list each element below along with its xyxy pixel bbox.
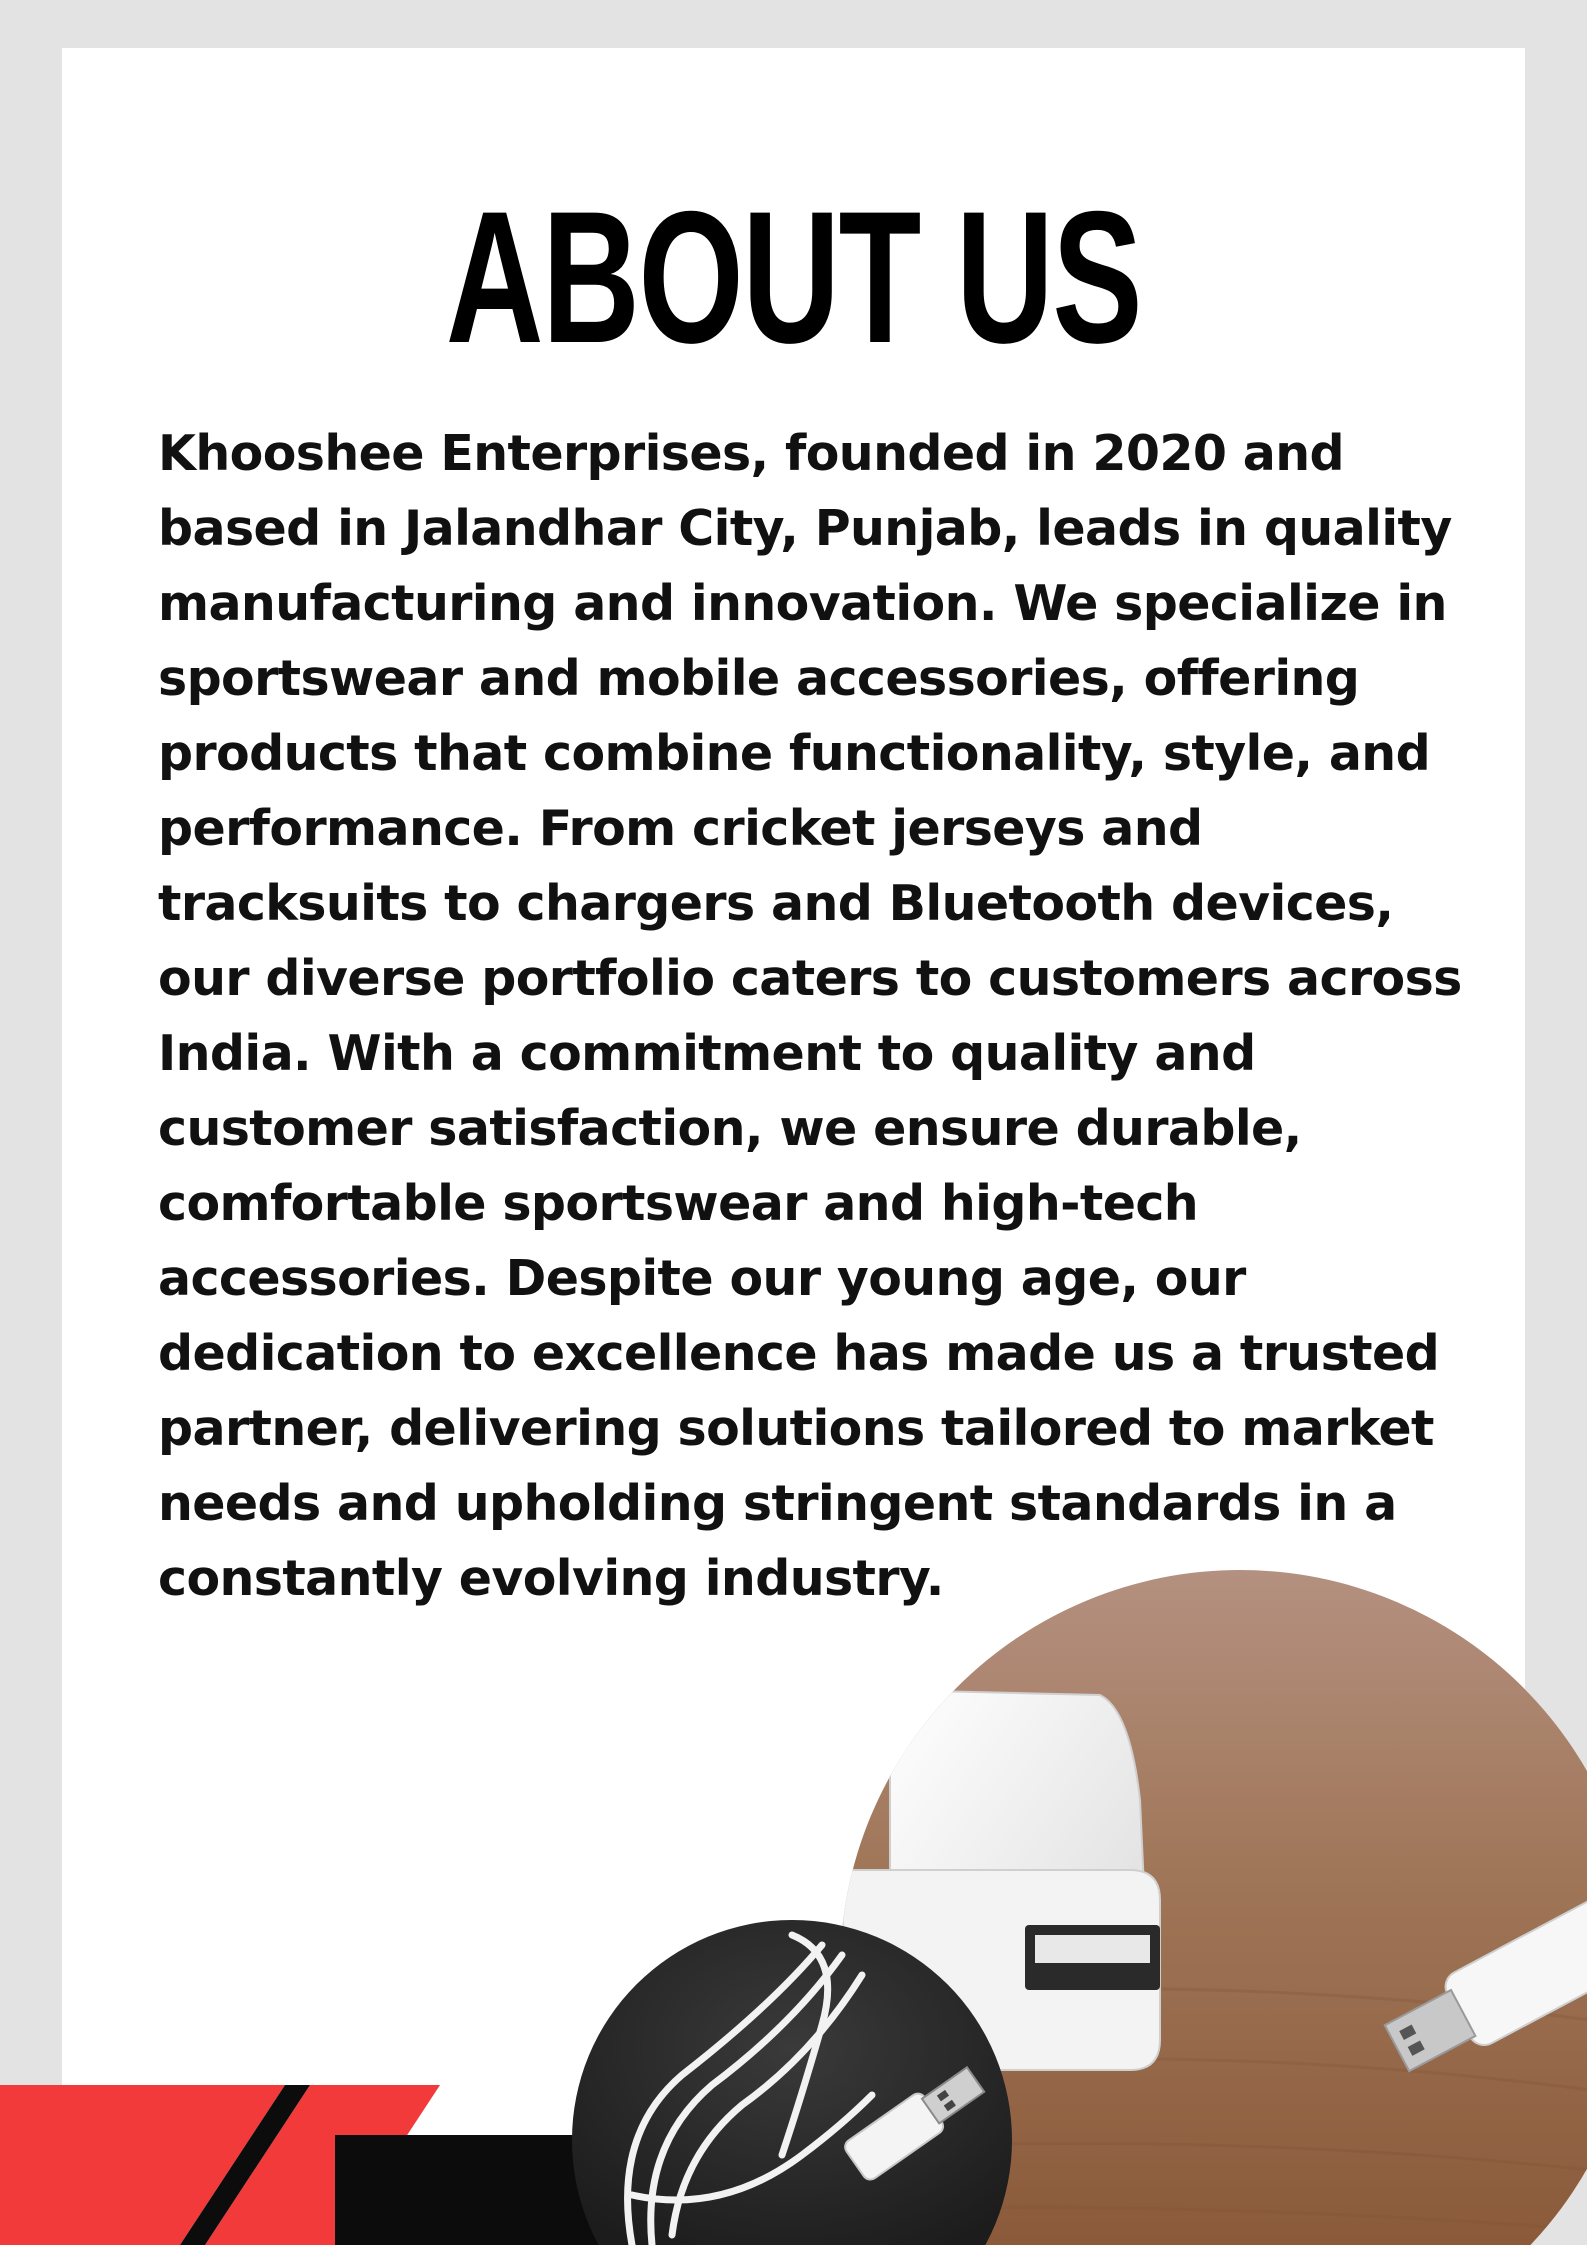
about-paragraph: Khooshee Enterprises, founded in 2020 and based in Jalandhar City, Punjab, leads in quality manufacturing and innovation. We specialize in sportswear and mobile accessories, offering products that combine functionality, style, and performance. From cricket jerseys and tracksuits to chargers and Bluetooth devices, our diverse portfolio caters to customers across India. With a commitment to quality and customer satisfaction, we ensure durable, comfortable sportswear and high-tech accessories. Despite our young age, our dedication to excellence has made us a trusted partner, delivering solutions tailored to market needs and upholding stringent standards in a constantly evolving industry. bbox=[158, 425, 1462, 1607]
page-title: ABOUT US bbox=[445, 172, 1142, 382]
cable-photo bbox=[572, 1915, 1012, 2245]
